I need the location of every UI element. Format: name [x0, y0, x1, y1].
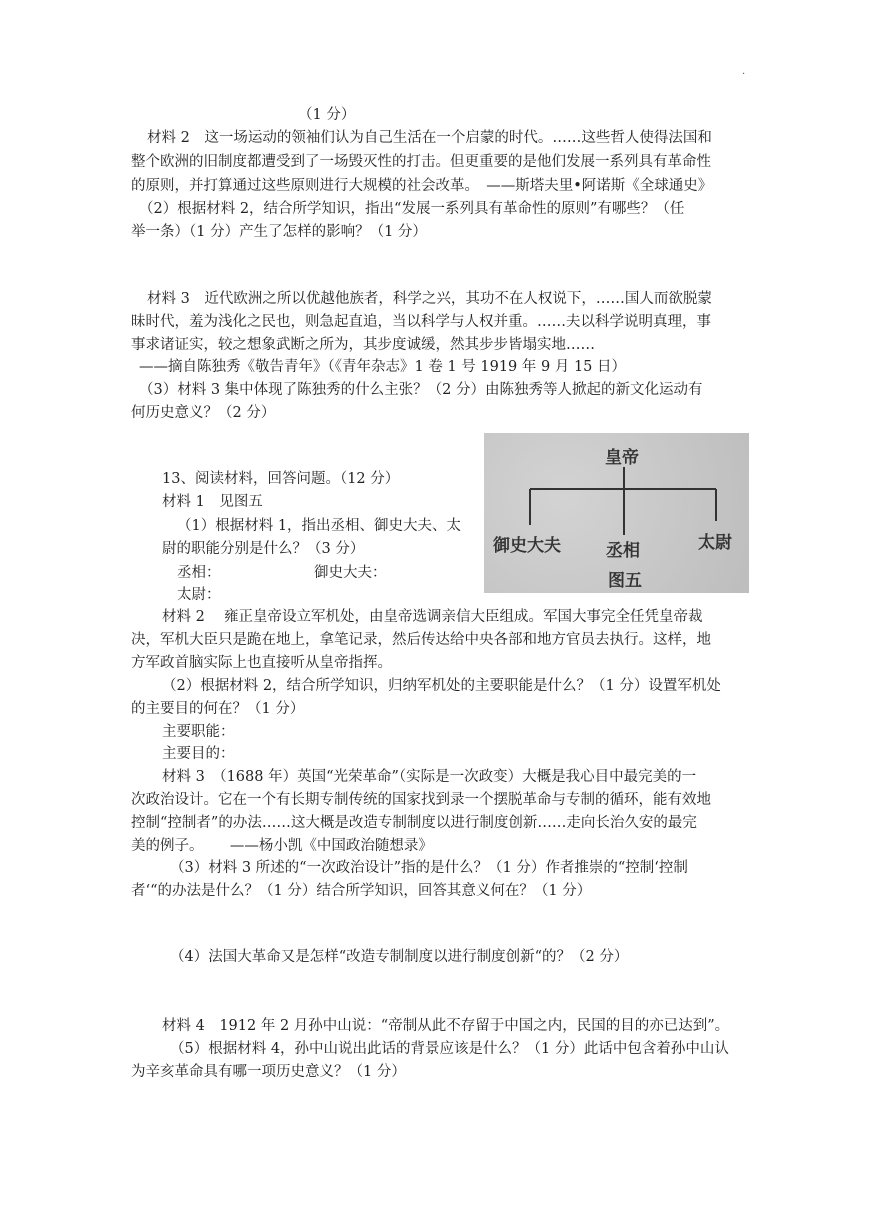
- answer-label: 太尉：: [177, 587, 221, 603]
- text-line: 次政治设计。它在一个有长期专制传统的国家找到录一个摆脱革命与专制的循环，能有效地: [131, 792, 711, 808]
- text-line: 者‘“的办法是什么？（1 分）结合所学知识，回答其意义何在？（1 分）: [131, 883, 592, 899]
- text-line: （3）材料 3 所述的“一次政治设计”指的是什么？（1 分）作者推崇的“控制‘控制: [170, 860, 688, 876]
- text-line: （1 分）: [298, 107, 356, 123]
- node-chancellor: 丞相: [606, 541, 640, 561]
- text-line: 举一条）（1 分）产生了怎样的影响？（1 分）: [131, 224, 427, 240]
- text-line: 材料 3 （1688 年）英国“光荣革命”（实际是一次政变）大概是我心目中最完美的一: [162, 769, 697, 785]
- node-emperor: 皇帝: [605, 448, 639, 468]
- text-line: 为辛亥革命具有哪一项历史意义？（1 分）: [131, 1064, 406, 1080]
- question-heading: 13、阅读材料，回答问题。（12 分）: [162, 471, 400, 487]
- answer-label: 主要目的：: [162, 746, 235, 762]
- text-line: 何历史意义？（2 分）: [131, 405, 276, 421]
- text-line: 整个欧洲的旧制度都遭受到了一场毁灭性的打击。但更重要的是他们发展一系列具有革命性: [131, 154, 711, 170]
- text-line: 材料 2 这一场运动的领袖们认为自己生活在一个启蒙的时代。……这些哲人使得法国和: [147, 130, 712, 146]
- text-line: 昧时代，羞为浅化之民也，则急起直追，当以科学与人权并重。……夫以科学说明真理，事: [131, 314, 711, 330]
- answer-label: 丞相：: [177, 565, 221, 581]
- text-line: （3）材料 3 集中体现了陈独秀的什么主张？（2 分）由陈独秀等人掀起的新文化运动有: [139, 382, 703, 398]
- text-line: 尉的职能分别是什么？（3 分）: [162, 541, 365, 557]
- text-line: ——摘自陈独秀《敬告青年》（《青年杂志》1 卷 1 号 1919 年 9 月 15 日）: [139, 359, 627, 375]
- text-line: 的原则，并打算通过这些原则进行大规模的社会改革。 ——斯塔夫里•阿诺斯《全球通史》: [131, 178, 713, 194]
- figure-hierarchy-diagram: [484, 433, 749, 593]
- node-censor: 御史大夫: [493, 536, 561, 556]
- text-line: 方军政首脑实际上也直接听从皇帝指挥。: [131, 655, 392, 671]
- answer-label: 御史大夫：: [314, 565, 387, 581]
- node-grand-commandant: 太尉: [698, 533, 732, 553]
- text-line: 美的例子。 ——杨小凯《中国政治随想录》: [131, 838, 433, 854]
- text-line: （2）根据材料 2，结合所学知识，指出“发展一系列具有革命性的原则”有哪些？（任: [139, 201, 685, 217]
- text-line: （4）法国大革命又是怎样“改造专制制度以进行制度创新“的？（2 分）: [170, 949, 629, 965]
- answer-label: 主要职能：: [162, 724, 235, 740]
- text-line: （1）根据材料 1，指出丞相、御史大夫、太: [177, 518, 462, 534]
- page-dot: .: [742, 66, 746, 77]
- text-line: 材料 2 雍正皇帝设立军机处，由皇帝选调亲信大臣组成。军国大事完全任凭皇帝裁: [162, 609, 703, 625]
- figure-caption: 图五: [608, 571, 642, 591]
- text-line: 事求诸证实，较之想象武断之所为，其步度诚缓，然其步步皆塌实地……: [131, 337, 595, 353]
- text-line: 材料 3 近代欧洲之所以优越他族者，科学之兴，其功不在人权说下，……国人而欲脱蒙: [147, 291, 712, 307]
- text-line: 材料 4 1912 年 2 月孙中山说：“帝制从此不存留于中国之内，民国的目的亦已达到”。: [162, 1018, 730, 1034]
- text-line: 材料 1 见图五: [162, 494, 263, 510]
- text-line: 的主要目的何在？（1 分）: [131, 701, 305, 717]
- text-line: （5）根据材料 4，孙中山说出此话的背景应该是什么？（1 分）此话中包含着孙中山认: [170, 1041, 729, 1057]
- text-line: （2）根据材料 2，结合所学知识，归纳军机处的主要职能是什么？（1 分）设置军机处: [162, 678, 721, 694]
- text-line: 决，军机大臣只是跪在地上，拿笔记录，然后传达给中央各部和地方官员去执行。这样，地: [131, 632, 711, 648]
- text-line: 控制“控制者”的办法……这大概是改造专制制度以进行制度创新……走向长治久安的最完: [131, 815, 697, 831]
